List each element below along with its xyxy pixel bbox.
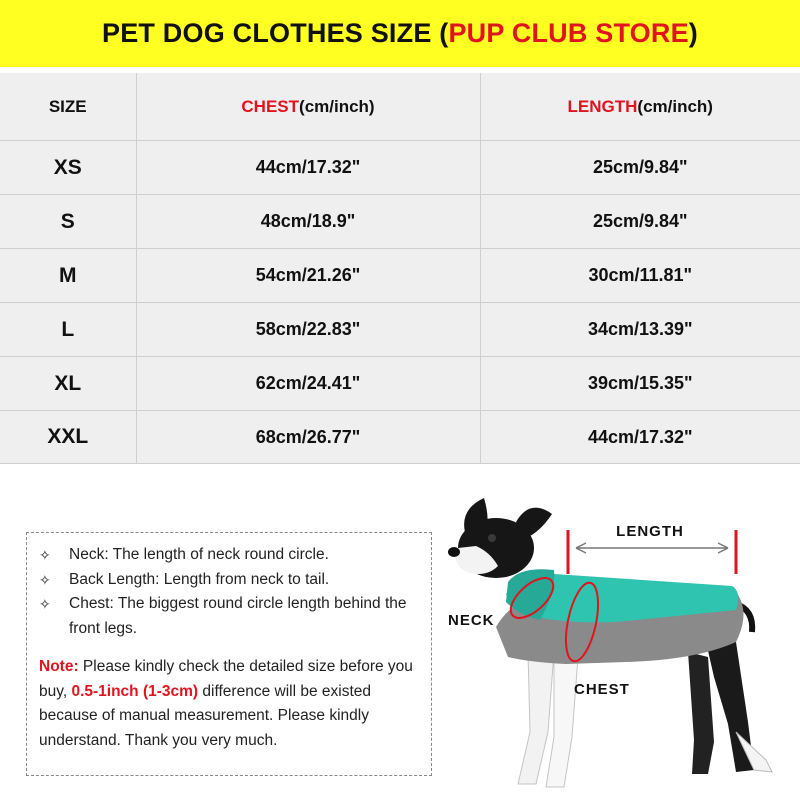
length-cell: 30cm/11.81" [480, 249, 800, 303]
title-main: PET DOG CLOTHES SIZE ( [102, 18, 449, 48]
dog-eye [488, 534, 496, 542]
table-row [0, 249, 800, 303]
table-row [0, 411, 800, 464]
note-text-2: difference will be existed because of manual measurement. Please kindly understand. Thank you very much. [39, 682, 371, 749]
list-item [39, 543, 419, 568]
length-cell: 39cm/15.35" [480, 357, 800, 411]
dog-nose [448, 547, 460, 557]
table-row [0, 195, 800, 249]
list-item [39, 592, 419, 641]
dog-back-leg-far [688, 652, 714, 774]
size-cell: XXL [0, 411, 136, 464]
dog-illustration [436, 492, 800, 800]
size-cell: XL [0, 357, 136, 411]
four-point-star-icon: ✧ [39, 596, 51, 612]
neck-label: NECK [448, 612, 495, 629]
note-text-1: Please kindly check the detailed size before you buy, [39, 658, 413, 700]
measurement-diagram [436, 492, 800, 800]
size-cell: S [0, 195, 136, 249]
length-cell: 25cm/9.84" [480, 141, 800, 195]
four-point-star-icon: ✧ [39, 547, 51, 563]
length-cell: 44cm/17.32" [480, 411, 800, 464]
chest-cell: 44cm/17.32" [136, 141, 480, 195]
disclaimer-note [39, 655, 419, 753]
size-header: SIZE [0, 73, 136, 141]
table-row [0, 357, 800, 411]
list-item [39, 568, 419, 593]
chest-cell: 68cm/26.77" [136, 411, 480, 464]
chest-cell: 58cm/22.83" [136, 303, 480, 357]
table-header-row [0, 73, 800, 141]
neck-note: Neck: The length of neck round circle. [69, 546, 329, 563]
chest-header [136, 73, 480, 141]
length-label: LENGTH [616, 523, 684, 540]
table-row [0, 141, 800, 195]
title-banner [0, 0, 800, 67]
note-label: Note: [39, 658, 79, 675]
chest-header-label: CHEST [241, 96, 300, 116]
four-point-star-icon: ✧ [39, 571, 51, 588]
title-close: ) [688, 18, 698, 48]
length-header-unit: (cm/inch) [637, 96, 713, 116]
size-chart-table [0, 73, 800, 464]
length-header-label: LENGTH [567, 96, 638, 116]
length-header [480, 73, 800, 141]
size-cell: L [0, 303, 136, 357]
chest-label: CHEST [574, 681, 630, 698]
measurement-notes [26, 532, 432, 776]
size-cell: M [0, 249, 136, 303]
back-length-note: Back Length: Length from neck to tail. [69, 570, 330, 588]
dog-ear-left [464, 498, 487, 536]
length-cell: 25cm/9.84" [480, 195, 800, 249]
tolerance-value: 0.5-1inch (1-3cm) [71, 682, 199, 700]
chest-cell: 54cm/21.26" [136, 249, 480, 303]
length-cell: 34cm/13.39" [480, 303, 800, 357]
chest-cell: 48cm/18.9" [136, 195, 480, 249]
dog-front-leg [518, 652, 554, 784]
store-name: PUP CLUB STORE [448, 18, 689, 48]
table-row [0, 303, 800, 357]
chest-note: Chest: The biggest round circle length behind the front legs. [69, 595, 407, 637]
chest-cell: 62cm/24.41" [136, 357, 480, 411]
size-cell: XS [0, 141, 136, 195]
chest-header-unit: (cm/inch) [299, 96, 375, 116]
